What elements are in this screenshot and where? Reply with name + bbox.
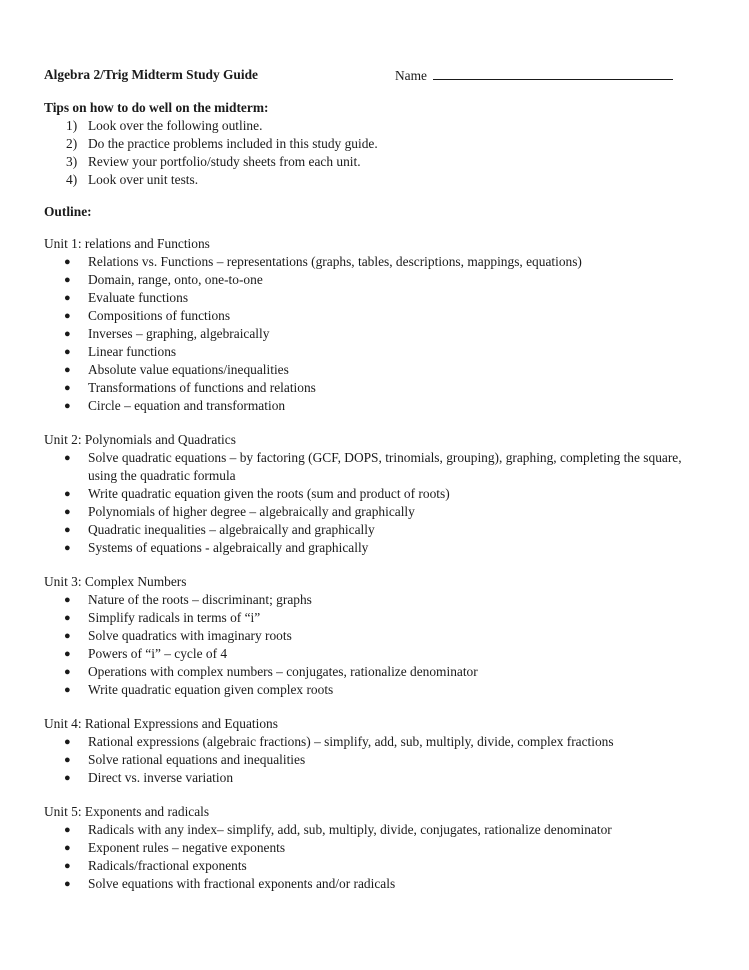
topic-text: Relations vs. Functions – representations (graphs, tables, descriptions, mappings, equations)	[88, 254, 582, 269]
topic-item	[44, 325, 694, 343]
topic-item	[44, 857, 694, 875]
bullet-icon: ●	[64, 684, 71, 696]
topic-text: Solve quadratic equations – by factoring (GCF, DOPS, trinomials, grouping), graphing, completing the square, using the quadratic formula	[88, 450, 682, 483]
header	[44, 66, 704, 86]
topic-text: Solve equations with fractional exponents and/or radicals	[88, 876, 396, 891]
unit-section	[44, 431, 694, 557]
outline-heading: Outline:	[44, 204, 92, 219]
topic-text: Radicals/fractional exponents	[88, 858, 247, 873]
bullet-icon: ●	[64, 346, 71, 358]
tip-text: Review your portfolio/study sheets from each unit.	[88, 154, 361, 169]
topic-text: Compositions of functions	[88, 308, 231, 323]
topic-text: Exponent rules – negative exponents	[88, 840, 286, 855]
bullet-icon: ●	[64, 824, 71, 836]
unit-title: Unit 4: Rational Expressions and Equations	[44, 716, 278, 731]
topic-item	[44, 289, 694, 307]
unit-topic-list	[44, 253, 694, 415]
topic-item	[44, 521, 694, 539]
bullet-icon: ●	[64, 736, 71, 748]
tip-item	[44, 135, 704, 153]
tips-section	[44, 99, 704, 189]
topic-text: Simplify radicals in terms of “i”	[88, 610, 261, 625]
unit-section	[44, 573, 694, 699]
topic-item	[44, 379, 694, 397]
bullet-icon: ●	[64, 506, 71, 518]
bullet-icon: ●	[64, 364, 71, 376]
tip-text: Look over unit tests.	[88, 172, 199, 187]
tips-list	[44, 117, 704, 189]
topic-text: Polynomials of higher degree – algebraically and graphically	[88, 504, 415, 519]
tip-item	[44, 153, 704, 171]
topic-text: Write quadratic equation given the roots (sum and product of roots)	[88, 486, 450, 501]
tip-number: 4)	[66, 172, 78, 187]
topic-text: Quadratic inequalities – algebraically and graphically	[88, 522, 375, 537]
bullet-icon: ●	[64, 754, 71, 766]
topic-item	[44, 485, 694, 503]
bullet-icon: ●	[64, 878, 71, 890]
unit-topic-list	[44, 733, 694, 787]
bullet-icon: ●	[64, 772, 71, 784]
topic-text: Solve quadratics with imaginary roots	[88, 628, 292, 643]
topic-item	[44, 875, 694, 893]
unit-section	[44, 235, 694, 415]
tip-number: 1)	[66, 118, 78, 133]
tip-number: 3)	[66, 154, 78, 169]
bullet-icon: ●	[64, 400, 71, 412]
topic-item	[44, 271, 694, 289]
bullet-icon: ●	[64, 488, 71, 500]
bullet-icon: ●	[64, 310, 71, 322]
topic-item	[44, 343, 694, 361]
bullet-icon: ●	[64, 328, 71, 340]
topic-item	[44, 627, 694, 645]
topic-item	[44, 361, 694, 379]
topic-text: Rational expressions (algebraic fractions) – simplify, add, sub, multiply, divide, complex fractions	[88, 734, 614, 749]
tip-text: Look over the following outline.	[88, 118, 263, 133]
tip-text: Do the practice problems included in this study guide.	[88, 136, 378, 151]
outline-units	[44, 235, 694, 909]
bullet-icon: ●	[64, 452, 71, 464]
topic-item	[44, 307, 694, 325]
topic-text: Absolute value equations/inequalities	[88, 362, 289, 377]
topic-text: Nature of the roots – discriminant; graphs	[88, 592, 312, 607]
topic-text: Circle – equation and transformation	[88, 398, 286, 413]
unit-topic-list	[44, 591, 694, 699]
bullet-icon: ●	[64, 524, 71, 536]
topic-item	[44, 397, 694, 415]
topic-item	[44, 449, 694, 485]
topic-text: Operations with complex numbers – conjugates, rationalize denominator	[88, 664, 478, 679]
topic-text: Transformations of functions and relations	[88, 380, 316, 395]
topic-text: Direct vs. inverse variation	[88, 770, 234, 785]
topic-item	[44, 663, 694, 681]
bullet-icon: ●	[64, 666, 71, 678]
bullet-icon: ●	[64, 594, 71, 606]
topic-item	[44, 821, 694, 839]
topic-item	[44, 733, 694, 751]
name-blank-line	[433, 66, 673, 80]
bullet-icon: ●	[64, 274, 71, 286]
tip-item	[44, 171, 704, 189]
topic-text: Systems of equations - algebraically and graphically	[88, 540, 369, 555]
unit-topic-list	[44, 449, 694, 557]
unit-title: Unit 5: Exponents and radicals	[44, 804, 210, 819]
topic-text: Solve rational equations and inequalities	[88, 752, 306, 767]
topic-item	[44, 609, 694, 627]
topic-item	[44, 503, 694, 521]
tip-item	[44, 117, 704, 135]
topic-item	[44, 645, 694, 663]
topic-item	[44, 839, 694, 857]
unit-title: Unit 3: Complex Numbers	[44, 574, 187, 589]
topic-item	[44, 769, 694, 787]
topic-text: Powers of “i” – cycle of 4	[88, 646, 228, 661]
topic-text: Evaluate functions	[88, 290, 189, 305]
topic-item	[44, 681, 694, 699]
bullet-icon: ●	[64, 382, 71, 394]
tip-number: 2)	[66, 136, 78, 151]
topic-item	[44, 751, 694, 769]
page-title: Algebra 2/Trig Midterm Study Guide	[44, 67, 258, 82]
name-field-wrap	[395, 66, 673, 85]
bullet-icon: ●	[64, 842, 71, 854]
unit-title: Unit 2: Polynomials and Quadratics	[44, 432, 236, 447]
unit-section	[44, 715, 694, 787]
bullet-icon: ●	[64, 612, 71, 624]
topic-text: Inverses – graphing, algebraically	[88, 326, 270, 341]
topic-text: Radicals with any index– simplify, add, sub, multiply, divide, conjugates, rationalize denominator	[88, 822, 612, 837]
bullet-icon: ●	[64, 860, 71, 872]
bullet-icon: ●	[64, 630, 71, 642]
bullet-icon: ●	[64, 542, 71, 554]
bullet-icon: ●	[64, 292, 71, 304]
topic-item	[44, 253, 694, 271]
topic-item	[44, 539, 694, 557]
bullet-icon: ●	[64, 648, 71, 660]
tips-heading: Tips on how to do well on the midterm:	[44, 100, 269, 115]
unit-section	[44, 803, 694, 893]
name-label: Name	[395, 68, 427, 83]
unit-topic-list	[44, 821, 694, 893]
topic-item	[44, 591, 694, 609]
bullet-icon: ●	[64, 256, 71, 268]
unit-title: Unit 1: relations and Functions	[44, 236, 210, 251]
topic-text: Domain, range, onto, one-to-one	[88, 272, 263, 287]
topic-text: Write quadratic equation given complex roots	[88, 682, 334, 697]
topic-text: Linear functions	[88, 344, 177, 359]
